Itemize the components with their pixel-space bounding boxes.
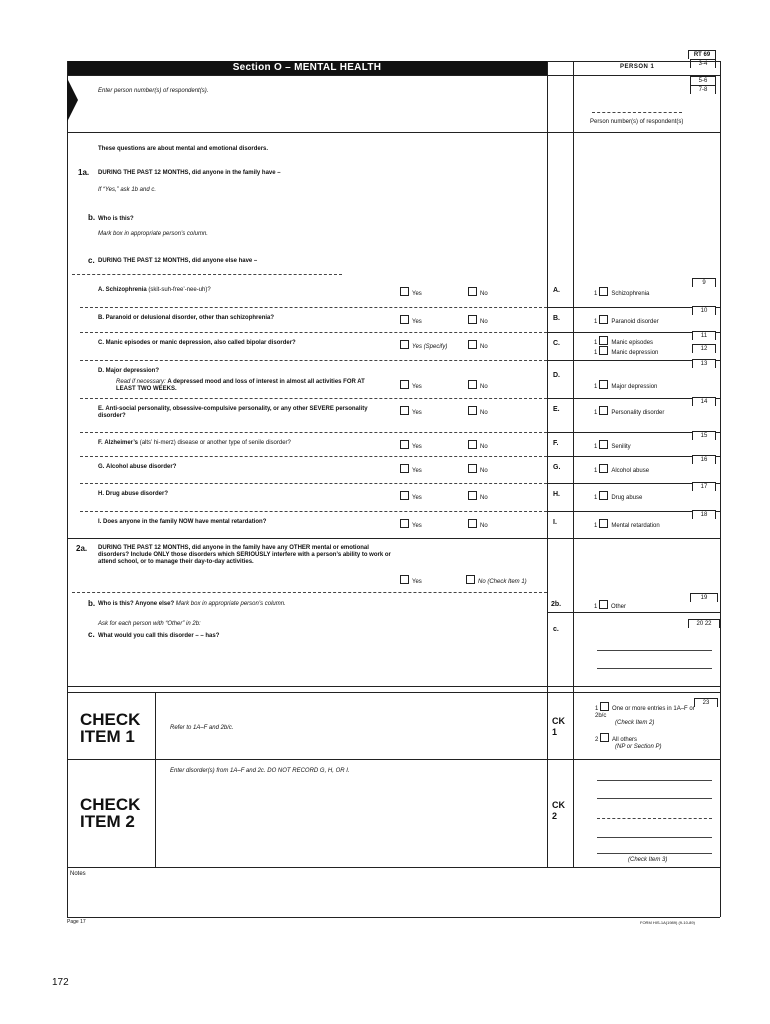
item-column-letter: F. [553,440,559,447]
item-yes[interactable] [400,491,422,502]
row-separator [80,307,547,308]
option-number: 1 [594,340,598,346]
checkbox[interactable] [400,340,409,349]
item-option[interactable] [594,315,659,326]
q1b-number: b. [88,213,96,222]
item-yes[interactable] [400,406,422,417]
checkbox[interactable] [599,380,608,389]
checkbox[interactable] [400,380,409,389]
item-no[interactable] [468,315,488,326]
option-number: 1 [594,384,598,390]
item-question [98,440,383,447]
checkbox[interactable] [599,519,608,528]
option-label: Mental retardation [611,523,660,529]
code-box: 15 [692,431,716,440]
checkbox[interactable] [600,733,609,742]
yes-label: Yes [412,410,422,416]
intro-text: These questions are about mental and emotional disorders. [98,146,269,152]
yes-label: Yes [412,523,422,529]
section-title: Section O – MENTAL HEALTH [232,62,382,73]
item-no[interactable] [468,519,488,530]
item-option[interactable] [594,491,642,502]
code-box: 10 [692,306,716,315]
item-option[interactable] [594,519,660,530]
no-label: No [480,410,488,416]
checkbox[interactable] [400,575,409,584]
checkbox[interactable] [599,315,608,324]
checkbox[interactable] [400,287,409,296]
code-box: 7-8 [690,85,716,94]
code-box: 23 [694,698,718,707]
option-label: Schizophrenia [611,291,650,297]
enter-person-instruction: Enter person number(s) of respondent(s). [98,88,209,94]
check-item-1-instruction: Refer to 1A–F and 2b/c. [170,725,234,731]
check1-option-2[interactable]: 2 All others (NP or Section P) [595,733,695,751]
checkbox[interactable] [468,491,477,500]
checkbox[interactable] [400,491,409,500]
item-text-bold: Alcohol abuse disorder? [106,464,177,470]
checkbox[interactable] [599,346,608,355]
code-box: 13 [692,359,716,368]
q1b-instruction: Mark box in appropriate person’s column. [98,231,208,237]
ck2-label: CK 2 [552,800,565,821]
no-label: No [480,291,488,297]
row-separator [80,511,547,512]
checkbox[interactable] [468,315,477,324]
code-box: 9 [692,278,716,287]
option-label: Alcohol abuse [611,468,650,474]
checkbox[interactable] [400,406,409,415]
item-text: (skit-suh-free’-nee-uh)? [146,287,211,293]
option-number: 1 [594,495,598,501]
disorder-entry-field[interactable] [597,818,712,819]
code-box: 17 [692,482,716,491]
q2a-number: 2a. [76,544,88,553]
checkbox[interactable] [468,464,477,473]
item-yes[interactable] [400,315,422,326]
read-if-necessary: Read if necessary: [116,379,168,385]
person-column-label: PERSON 1 [620,64,655,70]
item-column-letter: A. [553,287,560,294]
page-number: 172 [52,977,69,988]
q2c-text: What would you call this disorder – – has? [98,633,220,639]
notes-label: Notes [70,871,86,877]
item-column-letter: B. [553,315,560,322]
code-box: 12 [692,344,716,353]
code-box: 16 [692,455,716,464]
item-column-letter: I. [553,519,557,526]
option-number: 1 [594,444,598,450]
code-box: 20 22 [688,619,720,628]
item-question [98,464,383,471]
q2b-number: b. [88,599,96,608]
checkbox[interactable] [599,464,608,473]
yes-label: Yes [412,468,422,474]
option-label: Paranoid disorder [611,319,659,325]
option-number: 1 [594,291,598,297]
option-label: Personality disorder [611,410,665,416]
checkbox[interactable] [400,519,409,528]
item-text-bold: Manic episodes or manic depression, also called bipolar disorder? [105,340,296,346]
no-label: No [480,523,488,529]
checkbox[interactable] [466,575,475,584]
arrow-marker-icon [67,78,78,122]
code-box: 18 [692,510,716,519]
col-label-2c: c. [553,626,559,633]
record-type-box: RT 69 [688,50,716,59]
col-label-2b: 2b. [551,601,562,608]
q1a-instruction: If “Yes,” ask 1b and c. [98,187,157,193]
option-number: 1 [594,319,598,325]
check-item-2-instruction: Enter disorder(s) from 1A–F and 2c. DO NOT RECORD G, H, OR I. [170,768,350,774]
yes-label: Yes (Specify) [412,344,448,350]
no-label: No [480,495,488,501]
item-letter: B. [98,315,104,321]
item-yes[interactable] [400,380,422,391]
yes-label: Yes [412,495,422,501]
ck1-label: CK 1 [552,716,565,737]
check-item-3-note: (Check Item 3) [628,857,668,863]
q2c-number: c. [88,630,95,639]
checkbox[interactable] [600,702,609,711]
item-letter: G. [98,464,105,470]
code-box: 19 [690,593,718,602]
option-other[interactable]: 1 Other [594,600,626,611]
item-column-letter: C. [553,340,560,347]
q2a-text: DURING THE PAST 12 MONTHS, did anyone in the family have any OTHER mental or emotional disorders? Include ONLY those disorders which SERIOUSLY interfere with a person’s ability to work or attend school, or to manage their day-to-day activities. [98,545,391,565]
code-box: 14 [692,397,716,406]
row-separator [80,456,547,457]
item-letter: H. [98,491,104,497]
item-question [98,340,383,347]
item-text-bold: Major depression? [105,368,160,374]
option-label: Drug abuse [611,495,643,501]
q1a-number: 1a. [78,168,90,177]
item-option[interactable] [594,346,658,357]
code-box: 5-6 [690,76,716,85]
checkbox[interactable] [599,406,608,415]
item-no[interactable] [468,491,488,502]
q1c-number: c. [88,256,95,265]
disorder-entry-field[interactable] [597,853,712,854]
no-label: No [480,444,488,450]
item-column-letter: G. [553,464,561,471]
code-box: 11 [692,331,716,340]
disorder-entry-field[interactable] [597,798,712,799]
item-text-bold: Does anyone in the family NOW have mental retardation? [103,519,267,525]
q1c-text: DURING THE PAST 12 MONTHS, did anyone else have – [98,258,258,264]
item-no[interactable] [468,380,488,391]
q2c-instruction: Ask for each person with “Other” in 2b: [98,621,201,627]
no-label: No [480,468,488,474]
item-yes[interactable] [400,287,422,298]
yes-label: Yes [412,319,422,325]
option-label: Major depression [611,384,658,390]
item-letter: A. [98,287,104,293]
checkbox[interactable] [599,491,608,500]
checkbox[interactable] [468,287,477,296]
no-label: No [480,319,488,325]
yes-label: Yes [412,444,422,450]
q1a-text: DURING THE PAST 12 MONTHS, did anyone in the family have – [98,170,281,176]
disorder-field[interactable] [597,668,712,669]
item-letter: D. [98,368,104,374]
no-label: No [480,344,488,350]
row-separator [80,398,547,399]
item-letter: F. [98,440,103,446]
form-number: FORM HIS-1A(1989) (9-10-89) [640,920,695,925]
item-text-bold: Drug abuse disorder? [105,491,169,497]
item-letter: E. [98,406,104,412]
q2a-yes[interactable]: Yes [400,575,422,586]
yes-label: Yes [412,384,422,390]
option-number: 1 [594,350,598,356]
person-numbers-label: Person number(s) of respondent(s) [590,119,684,125]
page-footer-left: Page 17 [67,919,86,925]
disorder-entry-field[interactable] [597,837,712,838]
item-letter: C. [98,340,104,346]
item-yes[interactable] [400,519,422,530]
checkbox[interactable] [599,600,608,609]
item-option[interactable] [594,440,631,451]
option-label: Manic depression [611,350,659,356]
depression-definition: A depressed mood and loss of interest in almost all activities FOR AT LEAST TWO WEEKS. [116,379,365,392]
check-item-2-title: CHECK ITEM 2 [80,795,141,831]
option-number: 1 [594,468,598,474]
option-label: Manic episodes [611,340,654,346]
item-option[interactable] [594,380,657,391]
code-box: 3-4 [690,59,716,68]
item-option[interactable] [594,464,649,475]
item-column-letter: H. [553,491,560,498]
item-column-letter: D. [553,372,560,379]
checkbox[interactable] [400,315,409,324]
row-separator [80,432,547,433]
row-separator [80,332,547,333]
no-label: No [480,384,488,390]
q2a-no[interactable]: No (Check Item 1) [466,575,527,586]
item-yes[interactable] [400,340,447,351]
item-no[interactable] [468,340,488,351]
checkbox[interactable] [599,440,608,449]
item-no[interactable] [468,406,488,417]
checkbox[interactable] [400,440,409,449]
checkbox[interactable] [468,406,477,415]
row-separator [80,360,547,361]
check1-option-1[interactable]: 1 One or more entries in 1A–F or 2b/c (Check Item 2) [595,702,695,727]
item-question [98,368,383,375]
item-option[interactable] [594,287,649,298]
item-read-note [116,379,366,393]
checkbox[interactable] [468,519,477,528]
item-question [98,287,383,294]
item-text-bold: Schizophrenia [105,287,147,293]
item-no[interactable] [468,440,488,451]
checkbox[interactable] [468,380,477,389]
checkbox[interactable] [599,336,608,345]
q1b-text: Who is this? [98,216,134,222]
checkbox[interactable] [468,440,477,449]
item-text: (alts’ hi-merz) disease or another type of senile disorder? [138,440,291,446]
yes-label: Yes [412,291,422,297]
person-number-field[interactable] [592,112,682,113]
q2b-text: Who is this? Anyone else? Mark box in appropriate person’s column. [98,601,286,607]
item-yes[interactable] [400,440,422,451]
item-no[interactable] [468,287,488,298]
item-text-bold: Paranoid or delusional disorder, other than schizophrenia? [105,315,275,321]
item-column-letter: E. [553,406,560,413]
item-option[interactable] [594,406,664,417]
disorder-field[interactable] [597,650,712,651]
item-text-bold: Alzheimer’s [104,440,139,446]
checkbox[interactable] [468,340,477,349]
option-number: 1 [594,410,598,416]
item-text-bold: Anti-social personality, obsessive-compulsive personality, or any other SEVERE personality disorder? [98,406,368,419]
option-label: Senility [611,444,631,450]
checkbox[interactable] [599,287,608,296]
item-yes[interactable] [400,464,422,475]
item-letter: I. [98,519,102,525]
checkbox[interactable] [400,464,409,473]
disorder-entry-field[interactable] [597,780,712,781]
item-question [98,315,383,322]
option-number: 1 [594,523,598,529]
check-item-1-title: CHECK ITEM 1 [80,710,141,746]
item-question [98,491,383,498]
item-question [98,406,383,420]
item-no[interactable] [468,464,488,475]
row-separator [80,483,547,484]
item-question [98,519,383,526]
